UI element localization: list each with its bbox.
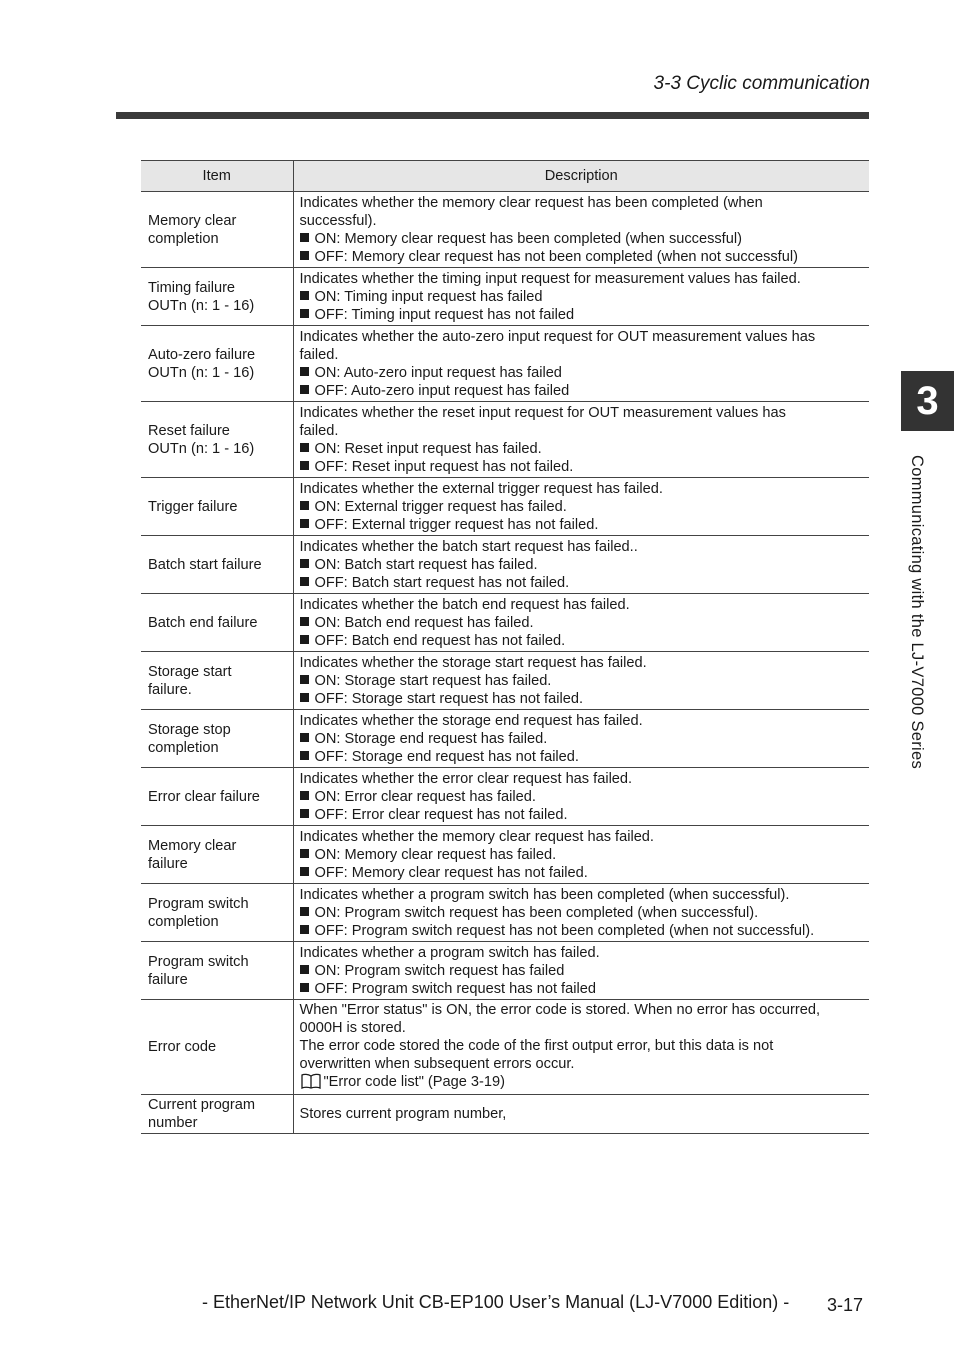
description-line: [300, 270, 868, 288]
square-bullet-icon: [300, 809, 309, 818]
item-label-line: Error code: [148, 1039, 217, 1055]
item-label-line: completion: [148, 230, 219, 247]
description-cell: [293, 478, 869, 536]
description-text: ON: Storage end request has failed.: [314, 730, 548, 747]
description-text: 0000H is stored.: [299, 1019, 406, 1036]
bullet-line: [300, 690, 868, 708]
item-label-line: OUTn (n: 1 - 16): [148, 364, 255, 381]
table-row: [141, 768, 869, 826]
item-label-line: failure: [148, 855, 188, 872]
square-bullet-icon: [300, 849, 309, 858]
description-line: [300, 422, 868, 440]
footer-manual-title: - EtherNet/IP Network Unit CB-EP100 User’s Manual (LJ-V7000 Edition) -: [202, 1292, 790, 1312]
item-label-line: Trigger failure: [148, 498, 238, 515]
chapter-tab: 3: [901, 371, 954, 431]
item-label-line: Reset failure: [148, 422, 230, 439]
description-text: OFF: Memory clear request has not failed.: [314, 864, 588, 881]
table-row: [141, 478, 869, 536]
description-text: Stores current program number,: [299, 1106, 507, 1122]
description-text: ON: Program switch request has failed: [314, 962, 565, 979]
description-cell: [293, 884, 869, 942]
item-cell: [141, 1000, 293, 1095]
item-label-line: failure: [148, 971, 188, 988]
table-row: [141, 536, 869, 594]
description-line: [300, 1019, 868, 1037]
header-rule: [116, 112, 869, 119]
description-line: [300, 346, 868, 364]
item-cell: [141, 478, 293, 536]
bullet-line: [300, 980, 868, 998]
item-cell: [141, 192, 293, 268]
chapter-title: Communicating with the LJ-V7000 Series: [908, 455, 926, 770]
description-cell: [293, 536, 869, 594]
item-label-line: completion: [148, 913, 219, 930]
square-bullet-icon: [300, 577, 309, 586]
table-row: [141, 192, 869, 268]
item-cell: [141, 594, 293, 652]
description-text: OFF: Program switch request has not failed: [314, 980, 596, 997]
description-cell: [293, 402, 869, 478]
description-text: Indicates whether the external trigger request has failed.: [299, 480, 663, 497]
square-bullet-icon: [300, 635, 309, 644]
description-text: Indicates whether the timing input request for measurement values has failed.: [299, 270, 801, 287]
square-bullet-icon: [300, 385, 309, 394]
bullet-line: [300, 440, 868, 458]
table-row: [141, 594, 869, 652]
description-text: Indicates whether the memory clear request has been completed (when: [299, 194, 763, 211]
description-text: Indicates whether the batch start request has failed..: [299, 538, 638, 555]
bullet-line: [300, 230, 868, 248]
description-text: Indicates whether the memory clear request has failed.: [299, 828, 654, 845]
description-line: [300, 1001, 868, 1019]
description-cell: [293, 192, 869, 268]
description-line: [300, 1105, 868, 1123]
item-label-line: Batch end failure: [148, 614, 258, 631]
description-line: [300, 1073, 868, 1094]
square-bullet-icon: [300, 965, 309, 974]
description-text: OFF: Batch end request has not failed.: [314, 632, 566, 649]
description-line: [300, 944, 868, 962]
table-row: [141, 652, 869, 710]
description-text: Indicates whether the batch end request has failed.: [299, 596, 630, 613]
square-bullet-icon: [300, 367, 309, 376]
description-text: OFF: Memory clear request has not been completed (when not successful): [314, 248, 798, 265]
bullet-line: [300, 458, 868, 476]
bullet-line: [300, 574, 868, 592]
description-text: OFF: External trigger request has not failed.: [314, 516, 599, 533]
item-label-line: completion: [148, 739, 219, 756]
bullet-line: [300, 364, 868, 382]
description-line: [300, 712, 868, 730]
description-line: [300, 1055, 868, 1073]
square-bullet-icon: [300, 791, 309, 800]
description-text: OFF: Program switch request has not been completed (when not successful).: [314, 922, 815, 939]
bullet-line: [300, 306, 868, 324]
column-header-item: Item: [141, 161, 293, 192]
description-cell: [293, 1095, 869, 1134]
table-row: [141, 710, 869, 768]
description-line: [300, 770, 868, 788]
status-table: [141, 160, 869, 1134]
description-text: successful).: [299, 212, 377, 229]
bullet-line: [300, 288, 868, 306]
item-cell: [141, 326, 293, 402]
description-line: [300, 212, 868, 230]
description-text: Indicates whether the error clear request has failed.: [299, 770, 633, 787]
description-text: Indicates whether the reset input request for OUT measurement values has: [299, 404, 786, 421]
description-text: ON: External trigger request has failed.: [314, 498, 567, 515]
description-text: Indicates whether the storage end request has failed.: [299, 712, 643, 729]
square-bullet-icon: [300, 233, 309, 242]
description-text: ON: Timing input request has failed: [314, 288, 543, 305]
description-line: [300, 480, 868, 498]
square-bullet-icon: [300, 617, 309, 626]
description-text: OFF: Error clear request has not failed.: [314, 806, 568, 823]
square-bullet-icon: [300, 907, 309, 916]
description-text[interactable]: "Error code list" (Page 3-19): [323, 1073, 506, 1090]
description-text: failed.: [299, 422, 339, 439]
description-text: OFF: Storage start request has not failed.: [314, 690, 583, 707]
square-bullet-icon: [300, 925, 309, 934]
table-row: [141, 1095, 869, 1134]
item-label-line: Memory clear: [148, 837, 237, 854]
item-cell: [141, 826, 293, 884]
table-body: [141, 192, 869, 1134]
description-line: [300, 1037, 868, 1055]
description-text: When "Error status" is ON, the error code is stored. When no error has occurred,: [299, 1001, 821, 1018]
description-text: OFF: Timing input request has not failed: [314, 306, 575, 323]
description-cell: [293, 268, 869, 326]
description-cell: [293, 826, 869, 884]
item-cell: [141, 652, 293, 710]
item-label-line: Program switch: [148, 895, 249, 912]
description-line: [300, 328, 868, 346]
bullet-line: [300, 922, 868, 940]
description-text: OFF: Batch start request has not failed.: [314, 574, 570, 591]
item-label-line: Memory clear: [148, 212, 237, 229]
square-bullet-icon: [300, 693, 309, 702]
description-line: [300, 654, 868, 672]
item-label-line: Storage start: [148, 663, 232, 680]
description-text: ON: Memory clear request has been completed (when successful): [314, 230, 742, 247]
page-number: 3-17: [827, 1295, 864, 1315]
item-label-line: OUTn (n: 1 - 16): [148, 297, 255, 314]
description-line: [300, 404, 868, 422]
item-label-line: OUTn (n: 1 - 16): [148, 440, 255, 457]
description-text: ON: Reset input request has failed.: [314, 440, 542, 457]
item-label-line: Batch start failure: [148, 556, 262, 573]
item-label-line: failure.: [148, 681, 192, 698]
item-label-line: Error clear failure: [148, 788, 260, 805]
description-cell: [293, 594, 869, 652]
square-bullet-icon: [300, 309, 309, 318]
description-text: OFF: Storage end request has not failed.: [314, 748, 579, 765]
description-cell: [293, 326, 869, 402]
square-bullet-icon: [300, 443, 309, 452]
square-bullet-icon: [300, 501, 309, 510]
square-bullet-icon: [300, 751, 309, 760]
table-row: [141, 1000, 869, 1095]
table-row: [141, 942, 869, 1000]
description-text: Indicates whether the auto-zero input request for OUT measurement values has: [299, 328, 816, 345]
square-bullet-icon: [300, 559, 309, 568]
description-line: [300, 538, 868, 556]
description-cell: [293, 652, 869, 710]
description-text: ON: Auto-zero input request has failed: [314, 364, 562, 381]
table-row: [141, 884, 869, 942]
bullet-line: [300, 672, 868, 690]
item-label-line: Timing failure: [148, 279, 236, 296]
description-cell: [293, 1000, 869, 1095]
item-cell: [141, 402, 293, 478]
description-text: Indicates whether a program switch has been completed (when successful).: [299, 886, 790, 903]
bullet-line: [300, 864, 868, 882]
section-title: 3-3 Cyclic communication: [653, 73, 870, 94]
description-line: [300, 194, 868, 212]
item-label-line: Auto-zero failure: [148, 346, 256, 363]
bullet-line: [300, 498, 868, 516]
square-bullet-icon: [300, 251, 309, 260]
description-text: ON: Storage start request has failed.: [314, 672, 552, 689]
description-text: Indicates whether a program switch has failed.: [299, 944, 600, 961]
description-text: OFF: Auto-zero input request has failed: [314, 382, 570, 399]
square-bullet-icon: [300, 983, 309, 992]
description-text: The error code stored the code of the first output error, but this data is not: [299, 1037, 774, 1054]
square-bullet-icon: [300, 519, 309, 528]
description-text: ON: Error clear request has failed.: [314, 788, 536, 805]
bullet-line: [300, 904, 868, 922]
description-line: [300, 828, 868, 846]
item-label-line: Current program: [148, 1097, 256, 1113]
description-text: overwritten when subsequent errors occur.: [299, 1055, 575, 1072]
bullet-line: [300, 632, 868, 650]
description-text: ON: Program switch request has been completed (when successful).: [314, 904, 759, 921]
item-cell: [141, 1095, 293, 1134]
item-label-line: Program switch: [148, 953, 249, 970]
description-text: Indicates whether the storage start request has failed.: [299, 654, 647, 671]
square-bullet-icon: [300, 291, 309, 300]
description-cell: [293, 768, 869, 826]
item-cell: [141, 268, 293, 326]
square-bullet-icon: [300, 461, 309, 470]
table-row: [141, 826, 869, 884]
item-cell: [141, 942, 293, 1000]
description-cell: [293, 710, 869, 768]
square-bullet-icon: [300, 867, 309, 876]
book-icon: [300, 1073, 322, 1094]
table-header-row: [141, 161, 869, 192]
bullet-line: [300, 516, 868, 534]
bullet-line: [300, 730, 868, 748]
description-text: ON: Batch end request has failed.: [314, 614, 534, 631]
bullet-line: [300, 962, 868, 980]
bullet-line: [300, 556, 868, 574]
table-row: [141, 268, 869, 326]
column-header-description: Description: [293, 161, 869, 192]
description-line: [300, 596, 868, 614]
item-cell: [141, 536, 293, 594]
bullet-line: [300, 788, 868, 806]
bullet-line: [300, 382, 868, 400]
square-bullet-icon: [300, 733, 309, 742]
square-bullet-icon: [300, 675, 309, 684]
table-row: [141, 326, 869, 402]
description-text: ON: Batch start request has failed.: [314, 556, 538, 573]
item-label-line: Storage stop: [148, 721, 231, 738]
description-text: OFF: Reset input request has not failed.: [314, 458, 574, 475]
table-row: [141, 402, 869, 478]
bullet-line: [300, 806, 868, 824]
item-label-line: number: [148, 1115, 198, 1131]
description-cell: [293, 942, 869, 1000]
bullet-line: [300, 846, 868, 864]
bullet-line: [300, 248, 868, 266]
description-text: failed.: [299, 346, 339, 363]
description-text: ON: Memory clear request has failed.: [314, 846, 557, 863]
item-cell: [141, 710, 293, 768]
description-line: [300, 886, 868, 904]
item-cell: [141, 884, 293, 942]
bullet-line: [300, 748, 868, 766]
bullet-line: [300, 614, 868, 632]
item-cell: [141, 768, 293, 826]
